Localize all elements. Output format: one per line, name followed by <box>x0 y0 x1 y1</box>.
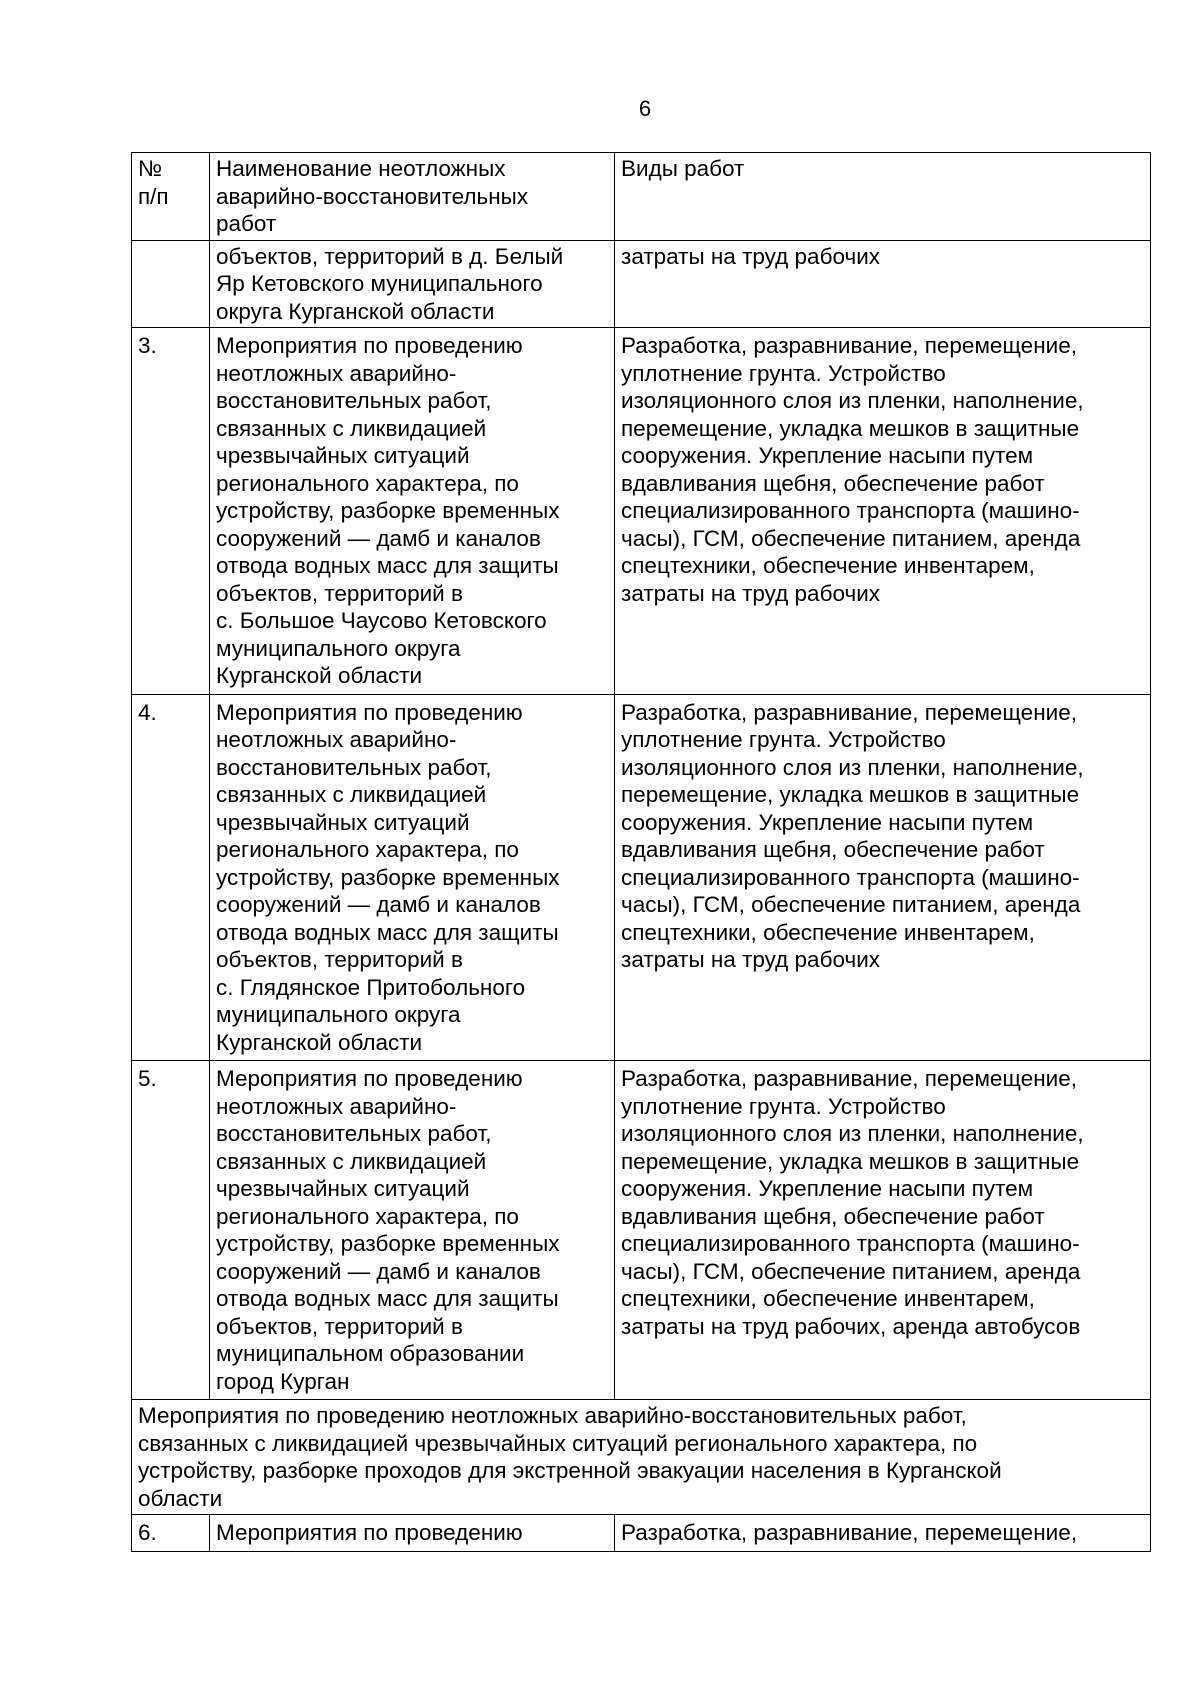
text-line: объектов, территорий в <box>216 947 463 972</box>
text-line: Мероприятия по проведению <box>216 699 523 725</box>
text-line: муниципального округа <box>216 1002 461 1027</box>
cell-name <box>210 1061 615 1400</box>
text-line: восстановительных работ, <box>216 1121 492 1146</box>
text-line: отвода водных масс для защиты <box>216 919 559 945</box>
cell-name <box>210 1515 615 1552</box>
cell-name <box>210 694 615 1061</box>
cell-number: 4. <box>132 694 210 1061</box>
text-line: с. Глядянское Притобольного <box>216 974 526 1000</box>
text-line: чрезвычайных ситуаций <box>216 809 470 835</box>
text-line: Мероприятия по проведению неотложных аварийно-восстановительных работ, <box>138 1403 967 1428</box>
text-line: объектов, территорий в д. Белый <box>216 243 564 269</box>
text-line: устройству, разборке временных <box>216 864 560 890</box>
text-line: муниципальном образовании <box>216 1341 525 1366</box>
text-line: устройству, разборке временных <box>216 498 560 523</box>
text-line: часы), ГСМ, обеспечение питанием, аренда <box>621 892 1081 917</box>
text-line: чрезвычайных ситуаций <box>216 443 470 468</box>
text-line: уплотнение грунта. Устройство <box>621 727 946 752</box>
cell-number: 5. <box>132 1061 210 1400</box>
text-line: перемещение, укладка мешков в защитные <box>621 1148 1080 1174</box>
text-line: Мероприятия по проведению <box>216 1520 523 1545</box>
text-line: связанных с ликвидацией <box>216 1148 487 1174</box>
header-works <box>615 153 1151 241</box>
cell-number: 6. <box>132 1515 210 1552</box>
text-line: Яр Кетовского муниципального <box>216 271 543 296</box>
text-line: вдавливания щебня, обеспечение работ <box>621 837 1045 862</box>
cell-works <box>615 1061 1151 1400</box>
text-line: Курганской области <box>216 1029 423 1055</box>
text-line: восстановительных работ, <box>216 388 492 413</box>
text-line: сооружения. Укрепление насыпи путем <box>621 443 1034 468</box>
table-header-row <box>132 153 1151 241</box>
cell-number <box>132 240 210 328</box>
text-line: уплотнение грунта. Устройство <box>621 360 946 386</box>
text-line: перемещение, укладка мешков в защитные <box>621 415 1080 441</box>
text-line: Наименование неотложных <box>216 156 506 181</box>
table-row <box>132 328 1151 695</box>
text-line: уплотнение грунта. Устройство <box>621 1093 946 1119</box>
text-line: отвода водных масс для защиты <box>216 553 559 578</box>
table-row <box>132 694 1151 1061</box>
works-table <box>131 152 1151 1552</box>
text-line: регионального характера, по <box>216 1203 519 1229</box>
text-line: вдавливания щебня, обеспечение работ <box>621 470 1045 496</box>
text-line: неотложных аварийно- <box>216 360 457 386</box>
text-line: изоляционного слоя из пленки, наполнение, <box>621 1121 1084 1146</box>
text-line: работ <box>216 211 277 236</box>
text-line: муниципального округа <box>216 635 461 661</box>
text-line: вдавливания щебня, обеспечение работ <box>621 1203 1045 1229</box>
text-line: Курганской области <box>216 663 423 688</box>
text-line: Мероприятия по проведению <box>216 1066 523 1091</box>
text-line: устройству, разборке проходов для экстренной эвакуации населения в Курганской <box>138 1458 1002 1483</box>
page-number: 6 <box>638 96 652 121</box>
text-line: отвода водных масс для защиты <box>216 1286 559 1311</box>
text-line: сооружений — дамб и каналов <box>216 525 541 551</box>
cell-works <box>615 694 1151 1061</box>
text-line: часы), ГСМ, обеспечение питанием, аренда <box>621 1258 1081 1284</box>
text-line: Разработка, разравнивание, перемещение, <box>621 333 1077 358</box>
text-line: п/п <box>138 183 169 209</box>
text-line: специализированного транспорта (машино- <box>621 1231 1080 1256</box>
text-line: спецтехники, обеспечение инвентарем, <box>621 553 1035 578</box>
text-line: аварийно-восстановительных <box>216 183 529 209</box>
text-line: устройству, разборке временных <box>216 1231 560 1256</box>
text-line: восстановительных работ, <box>216 754 492 780</box>
text-line: Разработка, разравнивание, перемещение, <box>621 1520 1077 1545</box>
text-line: специализированного транспорта (машино- <box>621 864 1080 890</box>
text-line: Разработка, разравнивание, перемещение, <box>621 1066 1077 1091</box>
text-line: перемещение, укладка мешков в защитные <box>621 782 1080 807</box>
text-line: изоляционного слоя из пленки, наполнение, <box>621 754 1084 780</box>
text-line: Мероприятия по проведению <box>216 333 523 358</box>
table-row-continuation <box>132 240 1151 328</box>
text-line: город Курган <box>216 1368 350 1394</box>
text-line: неотложных аварийно- <box>216 1093 457 1119</box>
text-line: затраты на труд рабочих <box>621 580 881 606</box>
text-line: объектов, территорий в <box>216 580 463 606</box>
text-line: связанных с ликвидацией чрезвычайных ситуаций регионального характера, по <box>138 1430 978 1456</box>
text-line: связанных с ликвидацией <box>216 415 487 441</box>
text-line: изоляционного слоя из пленки, наполнение, <box>621 388 1084 413</box>
section-heading-row <box>132 1400 1151 1515</box>
cell-works <box>615 328 1151 695</box>
text-line: неотложных аварийно- <box>216 727 457 752</box>
text-line: спецтехники, обеспечение инвентарем, <box>621 919 1035 945</box>
text-line: сооружения. Укрепление насыпи путем <box>621 809 1034 835</box>
cell-number: 3. <box>132 328 210 695</box>
cell-works <box>615 240 1151 328</box>
cell-works <box>615 1515 1151 1552</box>
text-line: сооружений — дамб и каналов <box>216 892 541 917</box>
text-line: затраты на труд рабочих <box>621 243 881 269</box>
table-row <box>132 1061 1151 1400</box>
text-line: Виды работ <box>621 156 745 181</box>
header-number <box>132 153 210 241</box>
text-line: № <box>138 156 163 181</box>
text-line: спецтехники, обеспечение инвентарем, <box>621 1286 1035 1311</box>
text-line: регионального характера, по <box>216 837 519 862</box>
section-heading <box>132 1400 1151 1515</box>
header-name <box>210 153 615 241</box>
text-line: часы), ГСМ, обеспечение питанием, аренда <box>621 525 1081 551</box>
text-line: объектов, территорий в <box>216 1313 463 1339</box>
text-line: сооружений — дамб и каналов <box>216 1258 541 1284</box>
text-line: области <box>138 1485 223 1511</box>
text-line: сооружения. Укрепление насыпи путем <box>621 1176 1034 1201</box>
text-line: специализированного транспорта (машино- <box>621 498 1080 523</box>
text-line: с. Большое Чаусово Кетовского <box>216 608 547 633</box>
text-line: затраты на труд рабочих <box>621 947 881 972</box>
text-line: округа Курганской области <box>216 298 495 324</box>
text-line: чрезвычайных ситуаций <box>216 1176 470 1201</box>
cell-name <box>210 240 615 328</box>
text-line: связанных с ликвидацией <box>216 782 487 807</box>
text-line: Разработка, разравнивание, перемещение, <box>621 699 1077 725</box>
text-line: затраты на труд рабочих, аренда автобусов <box>621 1313 1081 1339</box>
table-row <box>132 1515 1151 1552</box>
cell-name <box>210 328 615 695</box>
text-line: регионального характера, по <box>216 470 519 496</box>
